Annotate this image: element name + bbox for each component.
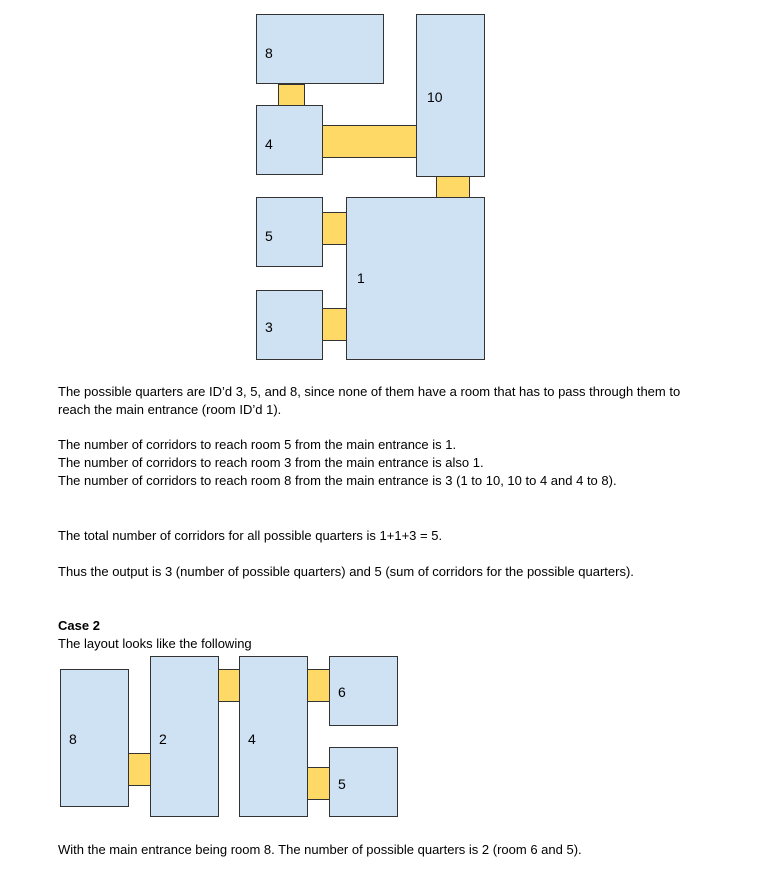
room-4-label: 4 (265, 136, 273, 152)
paragraph-corridor-room-5: The number of corridors to reach room 5 from the main entrance is 1. (58, 437, 457, 452)
corridor-5-1 (322, 212, 347, 245)
corridor-4-5 (307, 767, 330, 800)
case-2-intro: The layout looks like the following (58, 636, 252, 651)
room-3-label: 3 (265, 319, 273, 335)
room-5 (256, 197, 323, 267)
room-1-label: 1 (357, 270, 365, 286)
room-10-label: 10 (427, 89, 443, 105)
room-4 (239, 656, 308, 817)
corridor-8-4 (278, 84, 305, 106)
paragraph-case-2-summary: With the main entrance being room 8. The number of possible quarters is 2 (room 6 and 5). (58, 842, 582, 857)
case-2-heading: Case 2 (58, 618, 100, 633)
room-1 (346, 197, 485, 360)
paragraph-possible-quarters: The possible quarters are ID’d 3, 5, and 8, since none of them have a room that has to pass through them to reach the main entrance (room ID’d 1). (58, 384, 681, 417)
room-2 (150, 656, 219, 817)
room-5 (329, 747, 398, 817)
room-3 (256, 290, 323, 360)
room-4-label: 4 (248, 731, 256, 747)
room-8-label: 8 (69, 731, 77, 747)
corridor-10-1 (436, 176, 470, 198)
room-5-label: 5 (338, 776, 346, 792)
room-8 (60, 669, 129, 807)
room-8-label: 8 (265, 45, 273, 61)
paragraph-corridor-room-3: The number of corridors to reach room 3 from the main entrance is also 1. (58, 455, 484, 470)
paragraph-corridor-room-8: The number of corridors to reach room 8 from the main entrance is 3 (1 to 10, 10 to 4 and 4 to 8). (58, 473, 617, 488)
room-8 (256, 14, 384, 84)
paragraph-output: Thus the output is 3 (number of possible quarters) and 5 (sum of corridors for the possible quarters). (58, 564, 634, 579)
room-6 (329, 656, 398, 726)
room-4 (256, 105, 323, 175)
corridor-4-6 (307, 669, 330, 702)
corridor-2-4 (218, 669, 240, 702)
corridor-8-2 (128, 753, 151, 786)
room-6-label: 6 (338, 684, 346, 700)
paragraph-total-corridors: The total number of corridors for all possible quarters is 1+1+3 = 5. (58, 528, 443, 543)
room-2-label: 2 (159, 731, 167, 747)
corridor-3-1 (322, 308, 347, 341)
room-5-label: 5 (265, 228, 273, 244)
room-10 (416, 14, 485, 177)
corridor-4-10 (322, 125, 417, 158)
